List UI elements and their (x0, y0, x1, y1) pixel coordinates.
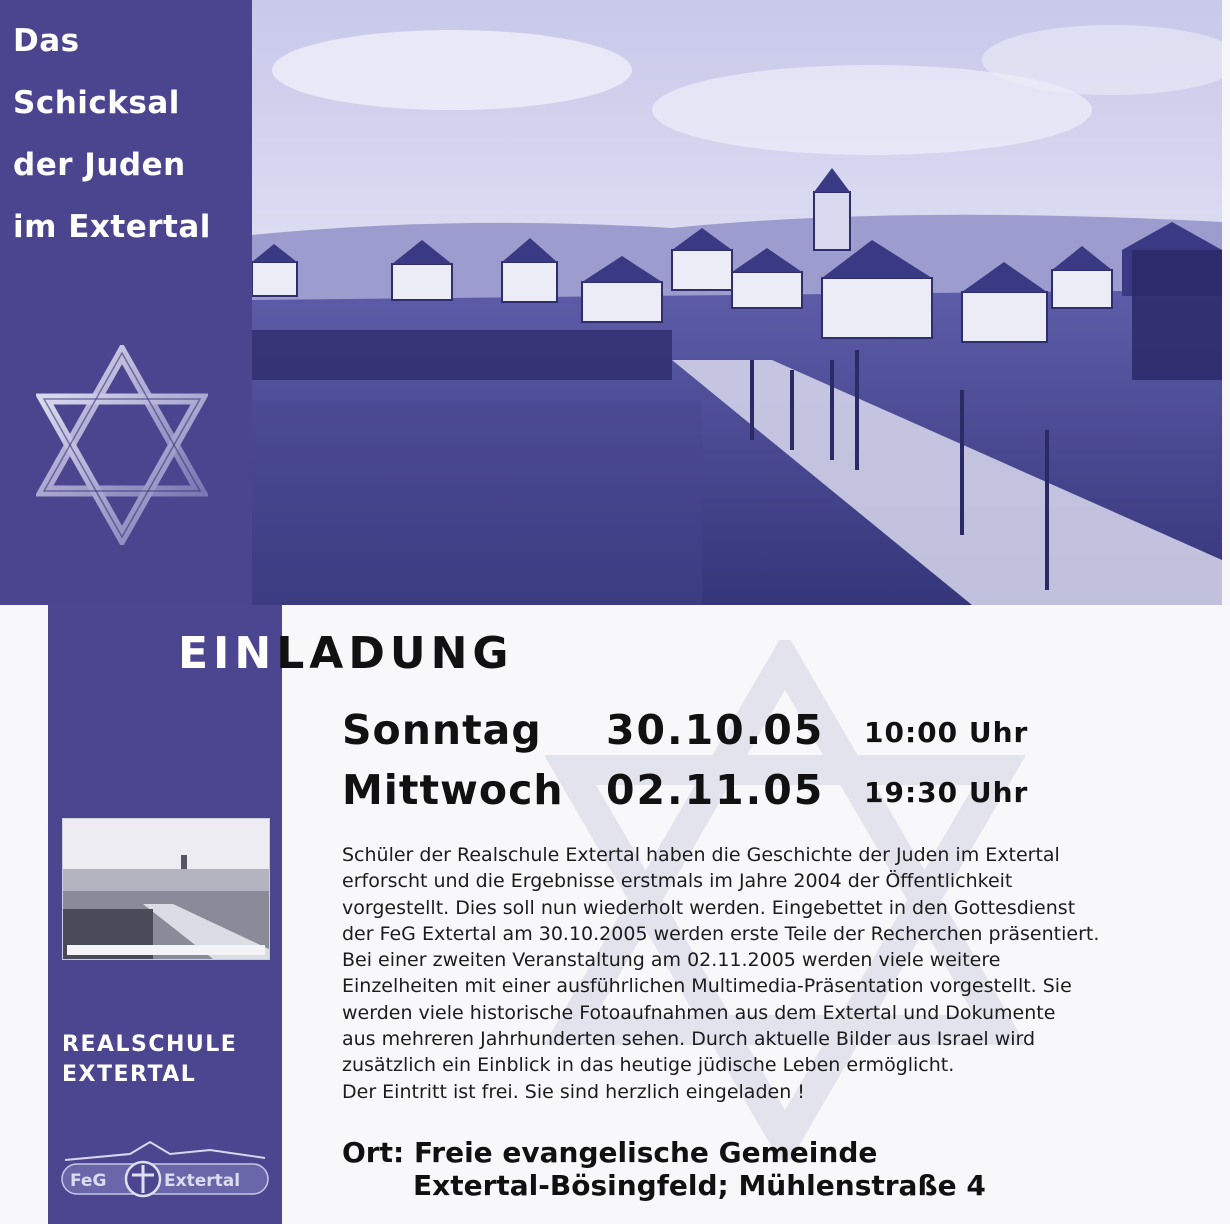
thumbnail-photo (62, 818, 270, 960)
title-line: Schicksal (13, 85, 180, 121)
description-line: werden viele historische Fotoaufnahmen aus dem Extertal und Dokumente (342, 1001, 1056, 1024)
event-time: 10:00 Uhr (864, 716, 1029, 749)
title-line: im Extertal (13, 209, 211, 245)
location-address: Extertal-Bösingfeld; Mühlenstraße 4 (413, 1169, 986, 1202)
heading-part-dark: LADUNG (276, 628, 514, 679)
event-row (342, 706, 1042, 762)
heading-part-white: EIN (178, 628, 277, 679)
description-line: der FeG Extertal am 30.10.2005 werden erste Teile der Recherchen präsentiert. (342, 922, 1100, 945)
event-date: 02.11.05 (606, 766, 825, 814)
description-line: Der Eintritt ist frei. Sie sind herzlich eingeladen ! (342, 1080, 805, 1103)
event-day: Mittwoch (342, 766, 564, 814)
location-line: Ort: Freie evangelische Gemeinde (342, 1136, 878, 1169)
description-line: vorgestellt. Dies soll nun wiederholt werden. Eingebettet in den Gottesdienst (342, 896, 1076, 919)
event-time: 19:30 Uhr (864, 776, 1029, 809)
title-line: Das (13, 23, 80, 59)
title-line: der Juden (13, 147, 186, 183)
location (342, 1136, 986, 1202)
cover-title (13, 10, 248, 258)
logo-text-left: FeG (70, 1171, 107, 1191)
invitation-description (342, 842, 1192, 1105)
logo-text-right: Extertal (164, 1171, 241, 1191)
description-line: erforscht und die Ergebnisse erstmals im Jahre 2004 der Öffentlichkeit (342, 870, 1013, 893)
description-line: zusätzlich ein Einblick in das heutige jüdische Leben ermöglicht. (342, 1054, 955, 1077)
event-date: 30.10.05 (606, 706, 825, 754)
school-name (62, 1030, 237, 1090)
description-line: Bei einer zweiten Veranstaltung am 02.11.2005 werden viele weitere (342, 949, 1001, 972)
event-day: Sonntag (342, 706, 542, 754)
description-line: Einzelheiten mit einer ausführlichen Multimedia-Präsentation vorgestellt. Sie (342, 975, 1072, 998)
feg-extertal-logo (60, 1132, 270, 1202)
star-of-david-icon (36, 345, 208, 545)
event-row (342, 766, 1042, 822)
school-line: EXTERTAL (62, 1062, 197, 1087)
description-line: aus mehreren Jahrhunderten sehen. Durch aktuelle Bilder aus Israel wird (342, 1028, 1036, 1051)
school-line: REALSCHULE (62, 1032, 238, 1057)
title-band (0, 0, 252, 605)
historic-village-photo (252, 0, 1222, 605)
invitation-heading (178, 628, 514, 679)
description-line: Schüler der Realschule Extertal haben die Geschichte der Juden im Extertal (342, 844, 1060, 866)
